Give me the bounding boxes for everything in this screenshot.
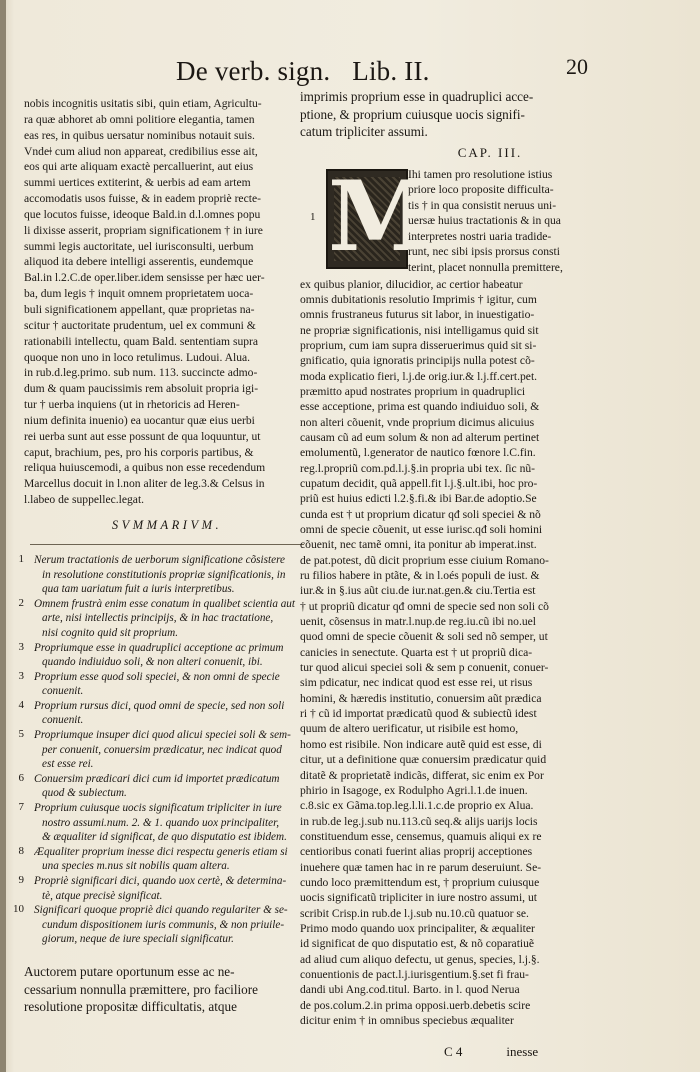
right-text-block bbox=[300, 277, 680, 1029]
text-line bbox=[300, 399, 680, 414]
summarium-item bbox=[18, 844, 310, 874]
line-text: runt, nec sibi ipsis prorsus consti bbox=[408, 245, 560, 258]
line-text: dandi ubi Ang.cod.titul. Barto. in l. quod Nerua bbox=[300, 983, 520, 997]
line-text: tè, atque precisè significat. bbox=[42, 889, 163, 902]
line-text: quod omni de specie cõuenit & soli sed nõ semper, ut bbox=[300, 630, 548, 644]
text-line bbox=[34, 597, 310, 612]
right-intro-paragraph bbox=[300, 88, 680, 141]
line-text: ba, dum legis † inquit omnem proprietatem uoca- bbox=[24, 287, 254, 301]
decorated-initial bbox=[326, 159, 435, 273]
text-line bbox=[300, 814, 680, 829]
line-text: scribit Crisp.in rub.de l.j.sub nu.10.cũ quatuor se. bbox=[300, 906, 529, 920]
line-text: cupatum decidit, quã appell.fit l.j.§.ult.ibi, hoc pro- bbox=[300, 476, 538, 490]
line-text: c.8.sic ex Gãma.top.leg.l.li.1.c.de proprio ex Alua. bbox=[300, 799, 534, 813]
right-column bbox=[300, 88, 680, 1028]
text-line bbox=[24, 254, 310, 270]
text-line bbox=[34, 699, 310, 714]
text-line bbox=[24, 128, 310, 144]
text-line bbox=[24, 365, 310, 381]
line-text: tur † uerba inquiens (ut in rhetoricis ad Heren- bbox=[24, 398, 240, 412]
line-text: ra quæ abhoret ab omni politiore elegantia, tamen bbox=[24, 112, 255, 126]
text-line bbox=[300, 660, 680, 675]
line-text: quando indiuiduo soli, & non alteri conuenit, ibi. bbox=[42, 656, 263, 669]
line-text: priũ est huius edicti l.2.§.fi.& ibi Bar.de adoptio.Se bbox=[300, 492, 537, 506]
line-text: emolumentũ, l.generator de nautico fœnore l.C.fin. bbox=[300, 446, 536, 460]
text-line bbox=[300, 952, 680, 967]
text-line bbox=[408, 182, 684, 198]
line-text: accomodatis usos fuisse, & in eadem propriè recte- bbox=[24, 192, 261, 206]
line-text: buli significationem appellant, quæ proprietas na- bbox=[24, 302, 255, 316]
line-text: conuenit. bbox=[42, 714, 84, 727]
text-line bbox=[34, 553, 310, 568]
line-text: iur.& in §.ius aũt ciu.de iur.nat.gen.& ciu.Tertia est bbox=[300, 584, 536, 598]
text-line bbox=[34, 816, 310, 831]
text-line bbox=[300, 553, 680, 568]
line-text: homo est risibile. Non indicare autẽ quid est esse, di bbox=[300, 737, 542, 751]
text-line bbox=[408, 213, 684, 229]
line-text: præmitto apud nostrates proprium in quadruplici bbox=[300, 384, 526, 398]
summarium-item bbox=[18, 640, 310, 670]
initial-letter: M bbox=[328, 159, 435, 273]
text-line bbox=[300, 860, 680, 875]
line-text: arte, nisi intellectis principijs, & in hac tractatione, bbox=[42, 612, 274, 625]
text-line bbox=[24, 239, 310, 255]
text-line bbox=[408, 229, 684, 245]
line-text: terint, placet nonnulla premittere, bbox=[408, 260, 563, 274]
line-text: qua tam uariatum fuit a iuris interpretibus. bbox=[42, 583, 235, 596]
text-line bbox=[300, 583, 680, 598]
line-text: Bal.in l.2.C.de oper.liber.idem sensisse per hæc uer- bbox=[24, 271, 265, 285]
text-line bbox=[300, 88, 680, 106]
line-text: Propriumque insuper dici quod alicui speciei soli & sem- bbox=[34, 729, 291, 742]
summarium-item bbox=[18, 596, 310, 641]
line-text: quod & subiectum. bbox=[42, 787, 127, 800]
text-line bbox=[34, 626, 310, 641]
text-line bbox=[300, 430, 680, 445]
text-line bbox=[300, 721, 680, 736]
text-line bbox=[34, 786, 310, 801]
summarium-number: 5 bbox=[18, 728, 24, 741]
text-line bbox=[34, 743, 310, 758]
line-text: inuehere quæ tamen hac in re parum deseruiunt. Se- bbox=[300, 860, 542, 874]
running-head bbox=[176, 56, 430, 87]
line-text: conuenit. bbox=[42, 685, 84, 698]
text-line bbox=[300, 491, 680, 506]
summarium-item bbox=[18, 698, 310, 728]
line-text: dicitur enim † in omnibus speciebus æqualiter bbox=[300, 1014, 514, 1027]
text-line bbox=[24, 381, 310, 397]
text-line bbox=[300, 737, 680, 752]
text-line bbox=[24, 175, 310, 191]
margin-note-number: 1 bbox=[310, 210, 316, 223]
text-line bbox=[300, 353, 680, 368]
line-text: Auctorem putare oportunum esse ac ne- bbox=[24, 963, 235, 979]
line-text: ne propriæ significationis, nisi intelligamus quid sit bbox=[300, 323, 539, 337]
line-text: nisi cognito quid sit proprium. bbox=[42, 626, 179, 639]
line-text: priore loco proposite difficulta- bbox=[408, 183, 554, 196]
line-text: giorum, neque de iure speciali significatur. bbox=[42, 933, 234, 946]
summarium-number: 4 bbox=[18, 698, 24, 711]
line-text: ptione, & proprium cuiusque uocis signifi- bbox=[300, 106, 525, 122]
text-line bbox=[24, 397, 310, 413]
line-text: in resolutione constitutionis propriæ significationis, in bbox=[42, 568, 286, 581]
line-text: reg.l.propriũ com.pd.l.j.§.in propria ubi tex. ſic nũ- bbox=[300, 461, 536, 475]
text-line bbox=[34, 757, 310, 772]
line-text: per conuenit, conuersim prædicatur, nec indicat quod bbox=[42, 743, 282, 756]
line-text: uenit, cõsensus in matr.l.nup.de reg.iu.cũ ibi no.uel bbox=[300, 615, 537, 629]
text-line bbox=[300, 384, 680, 399]
text-line bbox=[300, 507, 680, 522]
text-line bbox=[24, 96, 310, 112]
summarium-heading: SVMMARIVM. bbox=[111, 517, 223, 532]
line-text: de pat.potest, dũ dicit proprium esse ciuium Romano- bbox=[300, 553, 549, 567]
summarium-item bbox=[18, 874, 310, 903]
text-line bbox=[34, 728, 310, 743]
text-line bbox=[24, 998, 310, 1016]
text-line bbox=[300, 906, 680, 921]
initial-text-lines bbox=[408, 167, 684, 276]
text-line bbox=[300, 445, 680, 460]
line-text: scitur † auctoritate prudentum, uel ex communi & bbox=[24, 318, 256, 332]
summarium-item bbox=[18, 669, 310, 699]
line-text: Æqualiter proprium inesse dici respectu generis etiam si bbox=[34, 845, 288, 858]
line-text: Propriumque esse in quadruplici acceptione ac primum bbox=[34, 641, 284, 654]
summarium-number: 1 bbox=[18, 552, 24, 565]
text-line bbox=[408, 244, 684, 260]
text-line bbox=[300, 338, 680, 353]
line-text: Significari quoque propriè dici quando regulariter & se- bbox=[34, 904, 288, 917]
line-text: Omnem frustrà enim esse conatum in qualibet scientia aut bbox=[34, 597, 296, 610]
line-text: Proprium esse quod soli speciei, & non omni de specie bbox=[34, 670, 280, 683]
text-line bbox=[408, 260, 684, 276]
text-line bbox=[24, 144, 310, 160]
line-text: Conuersim prædicari dici cum id importet prædicatum bbox=[34, 772, 280, 785]
text-line bbox=[24, 302, 310, 318]
line-text: summi legis auctoritate, uel iurisconsulti, uerbum bbox=[24, 239, 254, 253]
text-line bbox=[300, 936, 680, 951]
line-text: ex quibus planior, dilucidior, ac certior habeatur bbox=[300, 277, 523, 291]
summarium-number: 10 bbox=[13, 903, 24, 916]
text-line bbox=[300, 123, 680, 141]
summarium-item bbox=[18, 728, 310, 772]
text-line bbox=[300, 798, 680, 813]
summarium-item bbox=[13, 903, 310, 947]
text-line bbox=[300, 706, 680, 721]
text-line bbox=[34, 772, 310, 787]
summarium-rule bbox=[30, 544, 304, 545]
text-line bbox=[24, 159, 310, 175]
text-line bbox=[300, 568, 680, 583]
text-line bbox=[300, 752, 680, 767]
text-line bbox=[34, 801, 310, 816]
text-line bbox=[300, 307, 680, 322]
text-line bbox=[300, 292, 680, 307]
line-text: id significat de quo disputatio est, & nõ coparatiuẽ bbox=[300, 937, 535, 951]
line-text: constituendum esse, censemus, quamuis aliqui ex re bbox=[300, 829, 542, 843]
closing-paragraph bbox=[24, 963, 310, 1016]
text-line bbox=[24, 460, 310, 476]
line-text: omni de specie cõuenit, ut esse iurisc.qđ soli homini bbox=[300, 523, 543, 536]
text-line bbox=[300, 645, 680, 660]
text-line bbox=[24, 191, 310, 207]
line-text: cunda est † ut proprium dicatur qđ soli speciei & nõ bbox=[300, 507, 541, 521]
left-column bbox=[13, 96, 310, 1016]
line-text: reliqua huiuscemodi, a quibus non esse recedendum bbox=[24, 461, 266, 475]
text-line bbox=[300, 998, 680, 1013]
line-text: ditatẽ & proprietatẽ indicãs, differat, sic enim ex Por bbox=[300, 768, 544, 782]
text-line bbox=[34, 641, 310, 656]
text-line bbox=[34, 874, 310, 889]
line-text: omnis frustraneus futurus sit labor, in inuestigatio- bbox=[300, 308, 535, 322]
summarium-number: 6 bbox=[18, 771, 24, 784]
book-number: Lib. II. bbox=[352, 56, 430, 86]
line-text: eos qui arte aliquam exactè percalluerint, aut eius bbox=[24, 160, 254, 174]
text-line bbox=[300, 415, 680, 430]
line-text: est esse rei. bbox=[42, 758, 94, 771]
line-text: phirio in Isagoge, ex Rodulpho Agri.l.1.de inuen. bbox=[300, 783, 528, 797]
text-line bbox=[300, 629, 680, 644]
line-text: Marcellus docuit in l.non aliter de leg.3.& Celsus in bbox=[24, 477, 265, 491]
text-line bbox=[34, 611, 310, 626]
text-line bbox=[24, 112, 310, 128]
summarium-number: 2 bbox=[18, 596, 24, 609]
text-line bbox=[300, 522, 680, 537]
line-text: una species m.nus sit nobilis quam altera. bbox=[42, 860, 230, 873]
line-text: nobis incognitis usitatis sibi, quin etiam, Agricultu- bbox=[24, 97, 262, 110]
running-title: De verb. sign. bbox=[176, 56, 331, 86]
text-line bbox=[34, 903, 310, 918]
text-line bbox=[24, 223, 310, 239]
summarium-number: 8 bbox=[18, 844, 24, 857]
line-text: summi uertices extiterint, & uerbis ad eam artem bbox=[24, 176, 251, 190]
page-gutter-shadow bbox=[0, 0, 6, 1072]
left-text-block bbox=[24, 96, 310, 508]
text-line bbox=[34, 932, 310, 947]
line-text: cõuenit, nec tamẽ omni, ita ponitur ab imperat.inst. bbox=[300, 538, 537, 552]
line-text: l.labeo de suppellec.legat. bbox=[24, 493, 145, 507]
text-line bbox=[34, 830, 310, 845]
line-text: rei uerba sunt aut esse possunt de qua loquuntur, ut bbox=[24, 429, 261, 443]
line-text: de pos.colum.2.in prima opposi.uerb.debetis scire bbox=[300, 998, 531, 1012]
line-text: quoque non uno in loco retulimus. Ludoui. Alua. bbox=[24, 350, 251, 364]
text-line bbox=[34, 713, 310, 728]
line-text: Nerum tractationis de uerborum significatione cõsistere bbox=[34, 553, 285, 566]
line-text: sim pdicatur, nec indicat quod est esse rei, ut risus bbox=[300, 676, 533, 690]
text-line bbox=[34, 582, 310, 597]
text-line bbox=[34, 918, 310, 933]
summarium-number: 3 bbox=[18, 669, 24, 682]
summarium-item bbox=[18, 552, 310, 597]
line-text: quum de altero uerificatur, ut risibile est homo, bbox=[300, 722, 519, 736]
line-text: Proprium rursus dici, quod omni de specie, sed non soli bbox=[34, 699, 285, 712]
text-line bbox=[24, 413, 310, 429]
text-line bbox=[34, 670, 310, 685]
line-text: ad aliud cum aliquo defectu, ut genus, species, l.j.§. bbox=[300, 952, 540, 966]
text-line bbox=[300, 537, 680, 552]
text-line bbox=[300, 106, 680, 124]
line-text: cessarium nonnulla præmittere, pro faciliore bbox=[24, 981, 259, 997]
text-line bbox=[300, 982, 680, 997]
summarium-item bbox=[18, 771, 310, 801]
text-line bbox=[300, 890, 680, 905]
text-line bbox=[300, 614, 680, 629]
text-line bbox=[24, 492, 310, 508]
page-number: 20 bbox=[566, 54, 588, 79]
text-line bbox=[300, 323, 680, 338]
line-text: moda explicatio fieri, l.j.de orig.iur.& l.j.ff.cert.pet. bbox=[300, 369, 538, 383]
line-text: cundum dispositionem iuris communis, & non priuile- bbox=[42, 918, 285, 931]
text-line bbox=[24, 445, 310, 461]
text-line bbox=[34, 859, 310, 874]
line-text: in rub.d.leg.primo. sub num. 113. succincte admo- bbox=[24, 366, 258, 380]
text-line bbox=[24, 429, 310, 445]
text-line bbox=[300, 783, 680, 798]
line-text: Ihi tamen pro resolutione istius bbox=[408, 167, 553, 181]
text-line bbox=[24, 207, 310, 223]
line-text: † ut propriũ dicatur qđ omni de specie sed non soli cõ bbox=[300, 599, 549, 613]
line-text: aliquod ita debere intelligi asserentis, eundemque bbox=[24, 255, 254, 269]
line-text: resolutione propositæ difficultatis, atque bbox=[24, 999, 237, 1015]
line-text: tur quod alicui speciei soli & sem p conuenit, conuer- bbox=[300, 661, 549, 675]
line-text: gnificatio, quia ignoratis principijs nulla potest cõ- bbox=[300, 354, 535, 368]
text-line bbox=[300, 844, 680, 859]
text-line bbox=[300, 967, 680, 982]
text-line bbox=[300, 1013, 680, 1028]
line-text: ri † cũ id importat prædicatũ quod & subiectũ idest bbox=[300, 707, 537, 721]
initial-block bbox=[300, 159, 680, 277]
line-text: causam cũ ad eum solum & non ad alterum pertinet bbox=[300, 430, 540, 444]
line-text: in rub.de leg.j.sub nu.113.cũ seq.& alijs uarijs locis bbox=[300, 814, 538, 828]
catchword: inesse bbox=[506, 1044, 539, 1059]
summarium-number: 7 bbox=[18, 801, 24, 814]
line-text: proprium, cum iam supra disseruerimus quid sit si- bbox=[300, 338, 537, 352]
chapter-heading: CAP. III. bbox=[457, 144, 523, 160]
line-text: Propriè significari dici, quando uox certè, & determina- bbox=[34, 875, 287, 887]
line-text: rationabili intellectu, quam Bald. sententiam supra bbox=[24, 334, 259, 348]
line-text: omnis dubitationis resolutio Imprimis † igitur, cum bbox=[300, 292, 537, 306]
text-line bbox=[300, 277, 680, 292]
text-line bbox=[300, 921, 680, 936]
text-line bbox=[24, 350, 310, 366]
line-text: Proprium cuiusque uocis significatum tripliciter in iure bbox=[34, 802, 282, 815]
text-line bbox=[300, 461, 680, 476]
line-text: uocis significatũ tripliciter in iure nostro assumi, ut bbox=[300, 891, 537, 905]
text-line bbox=[300, 369, 680, 384]
text-line bbox=[24, 981, 310, 999]
line-text: citur, ut a definitione quæ conuersim prædicatur quid bbox=[300, 753, 547, 767]
line-text: interpretes nostri uaria tradide- bbox=[408, 229, 552, 243]
line-text: uersæ huius tractationis & in qua bbox=[408, 214, 561, 227]
line-text: tis † in qua consistit neruus uni- bbox=[408, 198, 557, 212]
line-text: nostro assumi.num. 2. & 1. quando uox principaliter, bbox=[42, 816, 280, 829]
line-text: Vndeǂ cum aliud non appareat, credibilius esse ait, bbox=[24, 144, 258, 158]
text-line bbox=[300, 691, 680, 706]
text-line bbox=[24, 476, 310, 492]
line-text: non alteri cõuenit, vnde proprium dicimus alicuius bbox=[300, 415, 535, 429]
line-text: canicies in senectute. Quarta est † ut propriũ dica- bbox=[300, 645, 533, 659]
text-line bbox=[24, 334, 310, 350]
line-text: imprimis proprium esse in quadruplici acce- bbox=[300, 89, 534, 104]
text-line bbox=[34, 568, 310, 583]
summarium-item bbox=[18, 801, 310, 845]
line-text: cundo loco præmittendum est, † proprium cuiusque bbox=[300, 875, 540, 889]
text-line bbox=[300, 829, 680, 844]
text-line bbox=[24, 286, 310, 302]
line-text: eas res, in quibus uersatur nominibus notauit suis. bbox=[24, 128, 255, 142]
summarium-list bbox=[13, 552, 310, 947]
line-text: conuentionis de pact.l.j.iurisgentium.§.set fi frau- bbox=[300, 967, 529, 981]
text-line bbox=[408, 198, 684, 214]
text-line bbox=[34, 845, 310, 860]
text-line bbox=[300, 599, 680, 614]
text-line bbox=[34, 684, 310, 699]
line-text: homini, & hæredis institutio, conuersim aũt prædica bbox=[300, 691, 542, 705]
line-text: esse acceptione, prima est quando indiuiduo soli, & bbox=[300, 400, 540, 414]
text-line bbox=[24, 270, 310, 286]
line-text: Primo modo quando uox principaliter, & æqualiter bbox=[300, 921, 535, 935]
line-text: nium definita inuenio) ea uocantur quæ eius uerbi bbox=[24, 413, 255, 427]
signature-mark: C 4 bbox=[444, 1044, 463, 1059]
line-text: & æqualiter id significat, de quo disputatio est ibidem. bbox=[42, 831, 287, 844]
text-line bbox=[408, 167, 684, 183]
text-line bbox=[34, 889, 310, 904]
summarium-number: 9 bbox=[18, 874, 24, 886]
line-text: que locutos fuisse, ideoque Bald.in d.l.omnes popu bbox=[24, 207, 261, 221]
text-line bbox=[24, 318, 310, 334]
text-line bbox=[24, 963, 310, 981]
line-text: centioribus conati fuerint alias proprij acceptiones bbox=[300, 845, 533, 859]
line-text: caput, brachium, pes, pro his corporis partibus, & bbox=[24, 445, 254, 459]
text-line bbox=[300, 675, 680, 690]
line-text: li dixisse asserit, propriam significationem † in iure bbox=[24, 223, 263, 237]
text-line bbox=[300, 875, 680, 890]
line-text: dum & quam paucissimis rem absoluit propria igi- bbox=[24, 382, 259, 396]
text-line bbox=[300, 768, 680, 783]
text-line bbox=[300, 476, 680, 491]
catchword-line bbox=[444, 1044, 538, 1060]
line-text: ru filios habere in ptãte, & in l.oés populi de iust. & bbox=[300, 569, 540, 583]
summarium-number: 3 bbox=[18, 640, 24, 653]
line-text: catum tripliciter assumi. bbox=[300, 124, 428, 139]
text-line bbox=[34, 655, 310, 670]
